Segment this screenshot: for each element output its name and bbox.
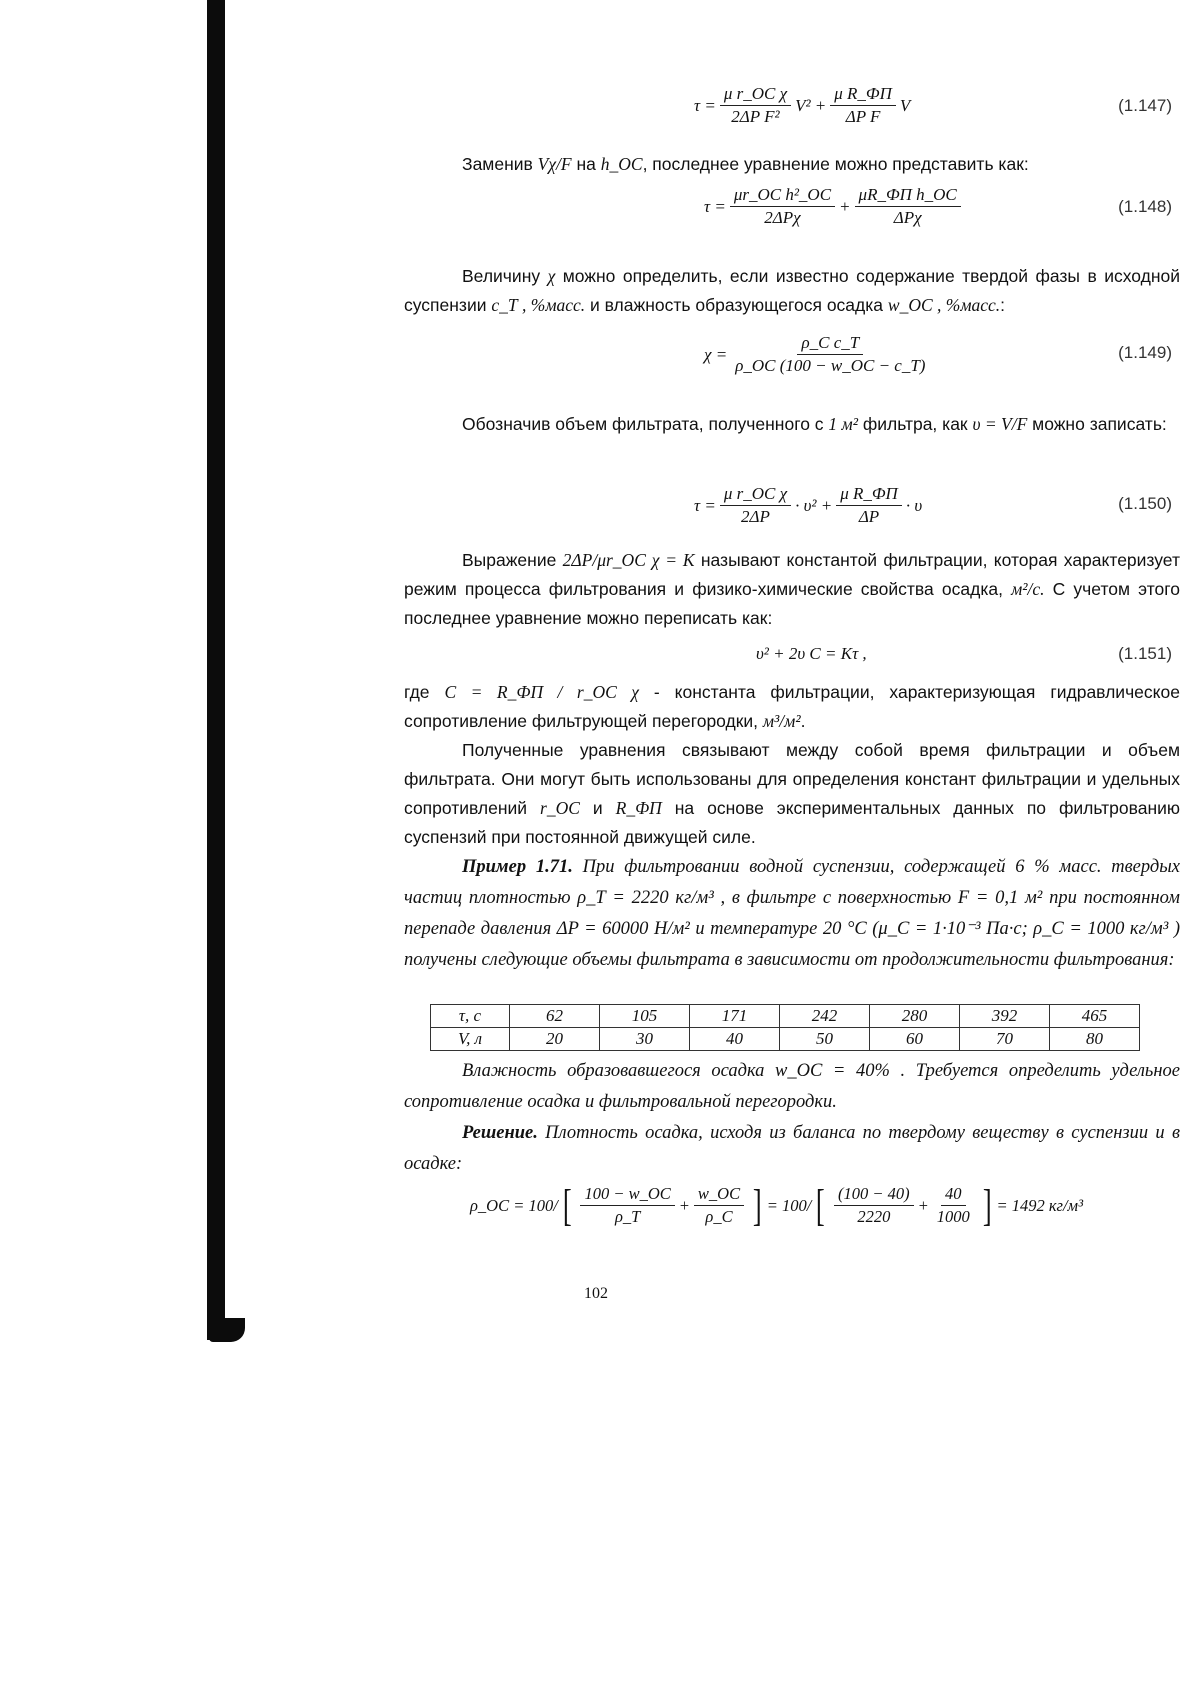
equation-1-150: τ = $\frac{\text{μ r\_ОС χ}}{2\Delta P}$ · υ² + $\frac{\text{μ R\_ФП}}{\Delta P}$ · υ (1.150): [694, 484, 1172, 526]
fraction: $\frac{\text{μr\_ОС h²\_ОС}}{\text{2ΔPχ}}$: [730, 185, 835, 228]
fraction: $\frac{40}{1000}$: [936, 1184, 970, 1226]
fraction: $\frac{\text{μ R\_ФП}}{\text{ΔP F}}$: [830, 84, 896, 127]
paragraph-6: Полученные уравнения связывают между собой время фильтрации и объем фильтрата. Они могут быть использованы для определения констант фильтрации и удельных сопротивлений r_ОС и R_ФП на основе экспериментальных данных по фильтрованию суспензий при постоянной движущей силе.: [404, 740, 1181, 847]
equation-1-148: τ = $\frac{\text{μr\_ОС h²\_ОС}}{\text{2ΔPχ}}$ + $\frac{\text{μR\_ФП h\_ОС}}{\text{ΔPχ}}$ (1.148): [704, 185, 1172, 227]
equation-number: (1.150): [1118, 494, 1172, 513]
table-cell: 20: [510, 1028, 600, 1051]
table-cell: 280: [870, 1005, 960, 1028]
fraction: $\frac{\text{μR\_ФП h\_ОС}}{\text{ΔPχ}}$: [855, 185, 961, 228]
table-row: [431, 1005, 1140, 1028]
table-row: [431, 1028, 1140, 1051]
equation-1-149: χ = $\frac{\text{ρ\_С c\_Т}}{\rho\_ОС (100 - w\_ОС - c\_Т)}$ (1.149): [704, 333, 1172, 375]
table-cell: 80: [1050, 1028, 1140, 1051]
equation-1-151: υ² + 2υ C = Kτ , (1.151): [756, 644, 1172, 663]
equation-1-147: τ = $\frac{\text{μ r\_ОС χ}}{\text{2ΔP F²}}$ V² + $\frac{\text{μ R\_ФП}}{\text{ΔP F}}$ V (1.147): [694, 84, 1172, 126]
scan-edge-mark: [209, 1318, 245, 1342]
paragraph-3: Обозначив объем фильтрата, полученного с 1 м² фильтра, как υ = V/F можно записать:: [462, 414, 1167, 434]
equation-number: (1.149): [1118, 343, 1172, 362]
table-cell: 70: [960, 1028, 1050, 1051]
paragraph-4: Выражение 2ΔP/μr_ОС χ = K называют константой фильтрации, которая характеризует режим процесса фильтрования и физико-химические свойства осадка, м²/с. С учетом этого последнее уравнение можно переписать как:: [404, 550, 1180, 628]
table-cell: 62: [510, 1005, 600, 1028]
example-statement: Пример 1.71. При фильтровании водной суспензии, содержащей 6 % масс. твердых частиц плотностью ρ_Т = 2220 кг/м³ , в фильтре с поверхностью F = 0,1 м² при постоянном перепаде давления ΔP = 60000 Н/м² и температуре 20 °С (μ_С = 1·10⁻³ Па·с; ρ_С = 1000 кг/м³ ) получены следующие объемы фильтрата в зависимости от продолжительности фильтрования:: [404, 857, 1180, 970]
page-number: 102: [584, 1285, 608, 1302]
solution-statement: Решение. Плотность осадка, исходя из баланса по твердому веществу в суспензии и в осадке:: [404, 1123, 1180, 1174]
equation-number: (1.147): [1118, 96, 1172, 115]
fraction: $\frac{100 - w\_ОС}{\rho\_Т}$: [580, 1184, 674, 1227]
fraction: $\frac{\text{ρ\_С c\_Т}}{\rho\_ОС (100 - w\_ОС - c\_Т)}$: [735, 333, 926, 375]
table-cell: 105: [600, 1005, 690, 1028]
table-header-cell: V, л: [431, 1028, 510, 1051]
paragraph-5: где C = R_ФП / r_ОС χ - константа фильтрации, характеризующая гидравлическое сопротивление фильтрующей перегородки, м³/м².: [404, 682, 1180, 731]
table-cell: 40: [690, 1028, 780, 1051]
table-cell: 392: [960, 1005, 1050, 1028]
example-label: Пример 1.71.: [462, 857, 573, 877]
equation-number: (1.148): [1118, 197, 1172, 216]
table-cell: 171: [690, 1005, 780, 1028]
fraction: $\frac{w\_ОС}{\rho\_С}$: [694, 1184, 744, 1227]
task-statement: Влажность образовавшегося осадка w_ОС = 40% . Требуется определить удельное сопротивление осадка и фильтровальной перегородки.: [404, 1061, 1180, 1112]
table-cell: 60: [870, 1028, 960, 1051]
table-cell: 465: [1050, 1005, 1140, 1028]
table-cell: 30: [600, 1028, 690, 1051]
table-cell: 50: [780, 1028, 870, 1051]
fraction: $\frac{(100 - 40)}{2220}$: [834, 1184, 914, 1227]
eq-lhs: τ =: [694, 95, 716, 115]
fraction: $\frac{\text{μ r\_ОС χ}}{2\Delta P}$: [720, 484, 791, 527]
fraction: $\frac{\text{μ R\_ФП}}{\Delta P}$: [836, 484, 902, 527]
data-table: [430, 1004, 1140, 1051]
table-header-cell: τ, с: [431, 1005, 510, 1028]
scan-edge-bar: [207, 0, 225, 1340]
fraction: $\frac{\text{μ r\_ОС χ}}{\text{2ΔP F²}}$: [720, 84, 791, 127]
table-cell: 242: [780, 1005, 870, 1028]
paragraph-1: Заменив Vχ/F на h_ОС, последнее уравнение можно представить как:: [462, 154, 1029, 174]
solution-label: Решение.: [462, 1123, 538, 1143]
equation-density: ρ_ОС = 100/ [ $\frac{100 - w\_ОС}{\rho\_Т}$ + $\frac{w\_ОС}{\rho\_С}$ ] = 100/ [ $\frac{(100 - 40)}{2220}$ + $\frac{40}{1000}$ ] = 1492 кг/м³: [470, 1181, 1084, 1230]
equation-number: (1.151): [1118, 644, 1172, 663]
paragraph-2: Величину χ можно определить, если известно содержание твердой фазы в исходной суспензии c_Т , %масс. и влажность образующегося осадка w_ОС , %масс.:: [404, 266, 1181, 315]
